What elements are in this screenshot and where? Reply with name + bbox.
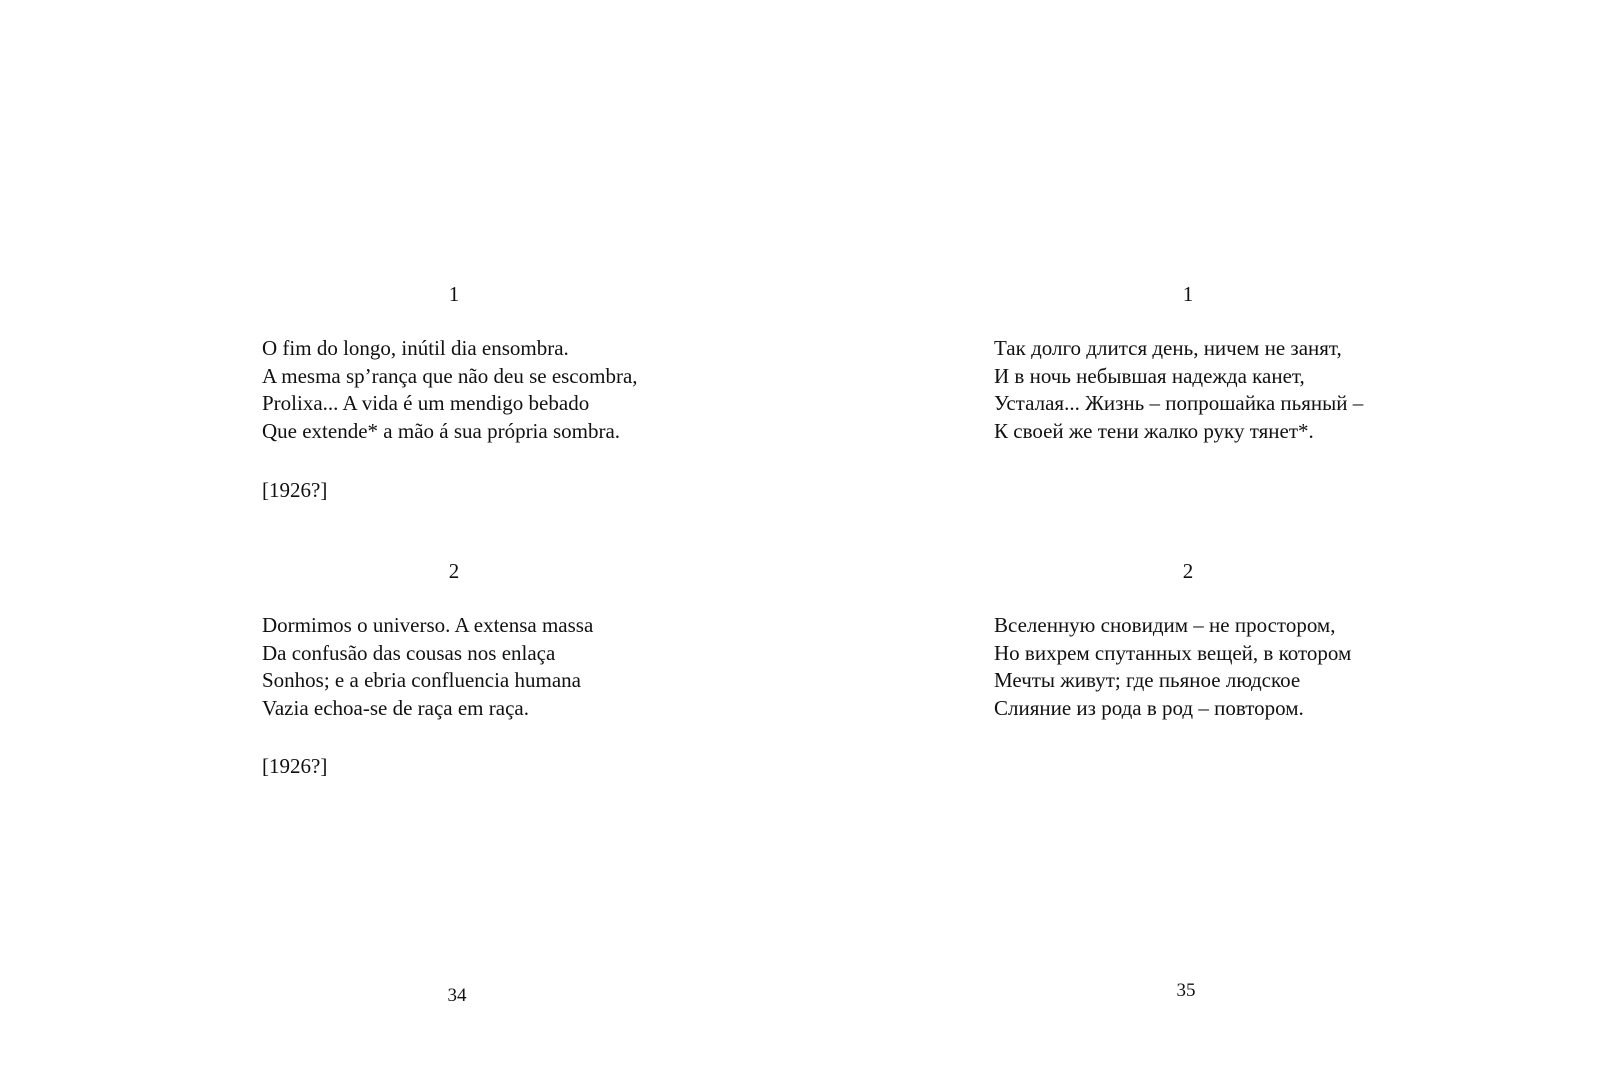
page-number: 35 — [1176, 980, 1196, 1001]
poem-line: Dormimos o universo. A extensa massa — [262, 613, 594, 637]
poem-line: Так долго длится день, ничем не занят, — [994, 336, 1342, 360]
poem-line: Слияние из рода в род – повтором. — [994, 695, 1304, 720]
poem-stanza — [262, 612, 593, 722]
poem-line: A mesma sp’rança que não deu se escombra, — [262, 363, 638, 388]
poem-line: Sonhos; e a ebria confluencia humana — [262, 668, 581, 692]
poem-date: [1926?] — [262, 478, 328, 502]
poem-date: [1926?] — [262, 754, 328, 778]
poem-line: O fim do longo, inútil dia ensombra. — [262, 336, 569, 360]
poem-line: Усталая... Жизнь – попрошайка пьяный – — [994, 391, 1364, 415]
poem-line: И в ночь небывшая надежда канет, — [994, 363, 1305, 388]
poem-line: Но вихрем спутанных вещей, в котором — [994, 640, 1352, 665]
poem-line: Que extende* a mão á sua própria sombra. — [262, 418, 621, 443]
poem-stanza — [994, 335, 1363, 445]
poem-stanza — [262, 335, 638, 445]
poem-line: К своей же тени жалко руку тянет*. — [994, 418, 1314, 443]
poem-line: Da confusão das cousas nos enlaça — [262, 640, 556, 665]
poem-number: 2 — [1182, 559, 1194, 583]
right-page — [810, 0, 1620, 1080]
poem-line: Prolixa... A vida é um mendigo bebado — [262, 391, 590, 415]
poem-number: 2 — [448, 559, 460, 583]
poem-stanza — [994, 612, 1351, 722]
poem-line: Мечты живут; где пьяное людское — [994, 668, 1301, 692]
poem-number: 1 — [448, 282, 460, 306]
poem-line: Вселенную сновидим – не простором, — [994, 613, 1336, 637]
page-number: 34 — [447, 985, 467, 1006]
poem-line: Vazia echoa-se de raça em raça. — [262, 695, 529, 720]
poem-number: 1 — [1182, 282, 1194, 306]
